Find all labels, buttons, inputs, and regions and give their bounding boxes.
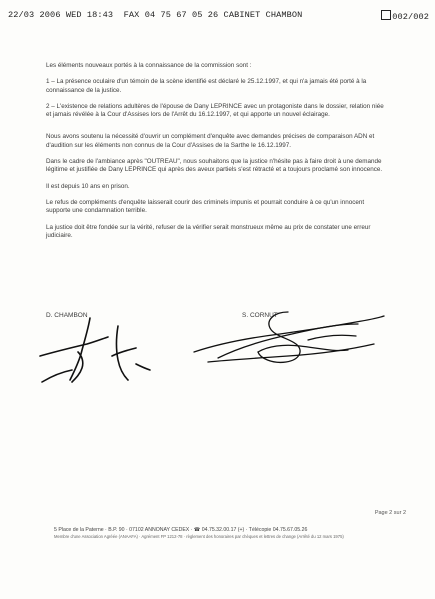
- fax-header-right: [381, 10, 429, 22]
- paragraph-outreau: Dans le cadre de l'ambiance après "OUTREAU", nous souhaitons que la justice n'hésite pas à faire droit à une demande légitime et justifiée de Dany LEPRINCE qui après des aveux partiels s'est rétracté et a toujours proclamé son innocence.: [46, 158, 383, 174]
- paragraph-request: Nous avons soutenu la nécessité d'ouvrir un complément d'enquête avec demandes précises de comparaison ADN et d'audition sur les éléments non connus de la Cour d'Assises de la Sarthe le 16.12.1997.: [46, 133, 375, 149]
- letter-body: [46, 62, 386, 248]
- signature-chambon: [32, 312, 162, 392]
- signature-cornut: [188, 300, 388, 375]
- paragraph-refusal: Le refus de compléments d'enquête laisserait courir des criminels impunis et pourrait conduire à ce qu'un innocent supporte une condamnation terrible.: [46, 198, 365, 215]
- paragraph-point-2: 2 – L'existence de relations adultères de l'épouse de Dany LEPRINCE avec un protagoniste dans le dossier, relation niée et jamais révélée à la Cour d'Assises lors de l'Arrêt du 16.12.1997, et qui apporte un nouvel éclairage.: [46, 102, 384, 119]
- fax-datetime: 22/03 2006 WED 18:43: [8, 10, 114, 20]
- footer-address: 5 Place de la Paterne · B.P. 90 · 07102 ANNONAY CEDEX · ☎ 04.75.32.00.17 (+) · Télécopie 04.75.67.05.26: [54, 527, 308, 533]
- paragraph-point-1: 1 – La présence oculaire d'un témoin de la scène identifié est déclaré le 25.12.1997, et qui n'a jamais été porté à la connaissance de la justice.: [46, 78, 367, 94]
- page-number: Page 2 sur 2: [374, 510, 406, 516]
- paragraph-intro: Les éléments nouveaux portés à la connaissance de la commission sont :: [46, 62, 252, 69]
- fax-header-left: [8, 10, 302, 20]
- footer-small-print: Membre d'une Association Agréée (ANAAFA) · Agrément FP 1212-78 · règlement des honoraires par chèques et lettres de change (Arrêté du 12 mars 1975): [54, 533, 344, 539]
- fax-page-count: 002/002: [392, 12, 429, 22]
- page-box-icon: [381, 10, 391, 20]
- signatory-left: D. CHAMBON: [46, 312, 88, 319]
- fax-header: [8, 8, 429, 22]
- paragraph-prison: Il est depuis 10 ans en prison.: [46, 182, 130, 190]
- fax-sender: FAX 04 75 67 05 26 CABINET CHAMBON: [123, 10, 303, 20]
- signatory-right: S. CORNUT: [242, 312, 278, 319]
- letterhead-footer: [54, 527, 384, 540]
- paragraph-conclusion: La justice doit être fondée sur la vérité, refuser de la vérifier serait monstrueux même au prix de constater une erreur judiciaire.: [46, 223, 371, 239]
